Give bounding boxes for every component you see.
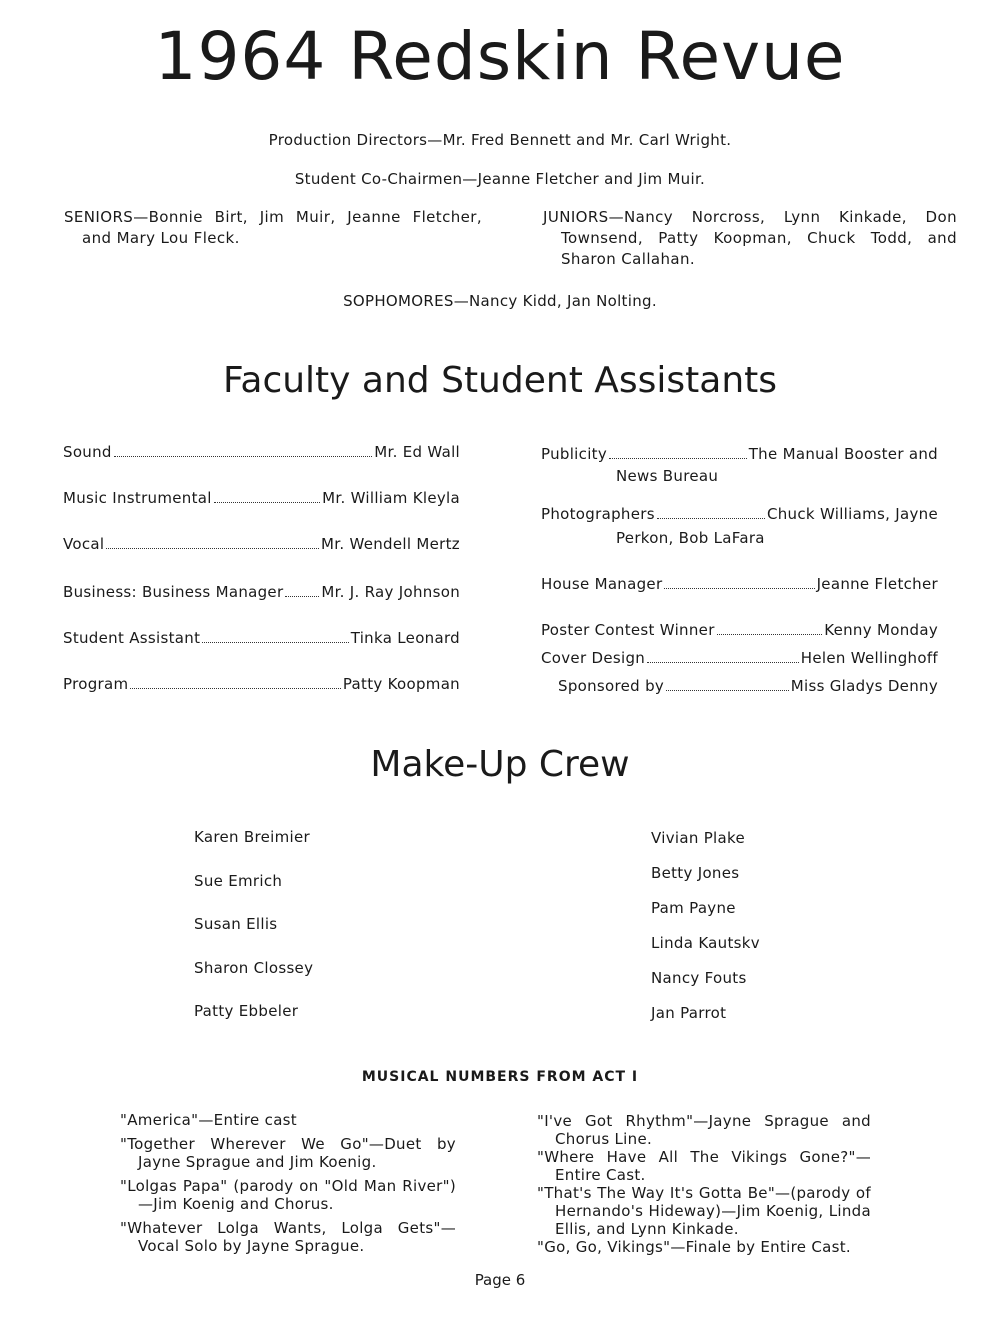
- assistant-role: Student Assistant: [63, 629, 201, 647]
- assistant-role: Poster Contest Winner: [541, 621, 715, 639]
- makeup-heading: Make-Up Crew: [370, 744, 630, 785]
- dot-leader: [664, 588, 814, 589]
- assistant-name-continued: Perkon, Bob LaFara: [616, 529, 765, 547]
- song-item: "Together Wherever We Go"—Duet by Jayne Sprague and Jim Koenig.: [120, 1135, 456, 1171]
- assistant-role: Business: Business Manager: [63, 583, 284, 601]
- dot-leader: [285, 596, 319, 597]
- assistant-row: [63, 675, 460, 693]
- assistant-name: Tinka Leonard: [350, 629, 460, 647]
- song-item: "I've Got Rhythm"—Jayne Sprague and Chorus Line.: [537, 1112, 871, 1148]
- assistant-row: [63, 489, 460, 507]
- dot-leader: [657, 518, 765, 519]
- page-number: Page 6: [474, 1271, 526, 1289]
- page-title: 1964 Redskin Revue: [154, 18, 846, 95]
- assistant-name: Mr. William Kleyla: [322, 489, 460, 507]
- assistant-name: Mr. Ed Wall: [374, 443, 460, 461]
- production-directors: Production Directors—Mr. Fred Bennett and Mr. Carl Wright.: [268, 131, 732, 149]
- assistant-role: Sound: [63, 443, 112, 461]
- assistant-row: [541, 621, 938, 639]
- dot-leader: [106, 548, 319, 549]
- crew-name: Pam Payne: [651, 899, 736, 917]
- crew-name: Betty Jones: [651, 864, 740, 882]
- seniors-committee: SENIORS—Bonnie Birt, Jim Muir, Jeanne Fletcher, and Mary Lou Fleck.: [64, 208, 482, 247]
- dot-leader: [609, 458, 747, 459]
- songs-right-column: [537, 1112, 871, 1256]
- song-item: "That's The Way It's Gotta Be"—(parody of Hernando's Hideway)—Jim Koenig, Linda Ellis, and Lynn Kinkade.: [537, 1184, 871, 1238]
- dot-leader: [130, 688, 340, 689]
- dot-leader: [647, 662, 799, 663]
- assistant-name: Mr. Wendell Mertz: [320, 535, 460, 553]
- assistant-name: Miss Gladys Denny: [790, 677, 938, 695]
- assistant-row: [63, 629, 460, 647]
- song-item: "Where Have All The Vikings Gone?"—Entire Cast.: [537, 1148, 871, 1184]
- song-item: "America"—Entire cast: [120, 1111, 297, 1129]
- song-item: "Lolgas Papa" (parody on "Old Man River") —Jim Koenig and Chorus.: [120, 1177, 456, 1213]
- assistant-name: Patty Koopman: [342, 675, 460, 693]
- assistant-row: [541, 649, 938, 667]
- assistant-role: Sponsored by: [558, 677, 665, 695]
- dot-leader: [717, 634, 823, 635]
- crew-name: Susan Ellis: [194, 915, 278, 933]
- assistant-name: Mr. J. Ray Johnson: [321, 583, 460, 601]
- assistants-heading: Faculty and Student Assistants: [222, 360, 778, 401]
- assistant-name-continued: News Bureau: [616, 467, 719, 485]
- assistant-row: [63, 583, 460, 601]
- assistant-role: Publicity: [541, 445, 608, 463]
- songs-left-column: [120, 1111, 456, 1261]
- assistant-row: [558, 677, 938, 695]
- assistant-role: Cover Design: [541, 649, 646, 667]
- assistant-role: Program: [63, 675, 129, 693]
- dot-leader: [214, 502, 320, 503]
- assistant-row: [63, 535, 460, 553]
- assistant-row: [541, 575, 938, 593]
- crew-name: Linda Kautskv: [651, 934, 760, 952]
- crew-name: Vivian Plake: [651, 829, 745, 847]
- dot-leader: [114, 456, 373, 457]
- juniors-committee: JUNIORS—Nancy Norcross, Lynn Kinkade, Don Townsend, Patty Koopman, Chuck Todd, and Sharon Callahan.: [543, 208, 957, 268]
- song-item: "Whatever Lolga Wants, Lolga Gets"— Vocal Solo by Jayne Sprague.: [120, 1219, 456, 1255]
- dot-leader: [202, 642, 348, 643]
- crew-name: Jan Parrot: [651, 1004, 727, 1022]
- assistant-name: Jeanne Fletcher: [816, 575, 938, 593]
- assistant-name: Kenny Monday: [824, 621, 938, 639]
- crew-name: Nancy Fouts: [651, 969, 747, 987]
- assistant-name: Chuck Williams, Jayne: [766, 505, 938, 523]
- assistant-row: [63, 443, 460, 461]
- assistant-role: Photographers: [541, 505, 655, 523]
- assistant-row: [541, 445, 938, 463]
- crew-name: Sue Emrich: [194, 872, 283, 890]
- assistant-name: The Manual Booster and: [748, 445, 938, 463]
- crew-name: Sharon Clossey: [194, 959, 314, 977]
- sophomores-committee: SOPHOMORES—Nancy Kidd, Jan Nolting.: [343, 292, 657, 310]
- crew-name: Patty Ebbeler: [194, 1002, 299, 1020]
- assistant-role: House Manager: [541, 575, 663, 593]
- dot-leader: [666, 690, 789, 691]
- assistant-role: Music Instrumental: [63, 489, 212, 507]
- assistant-row: [541, 505, 938, 523]
- song-item: "Go, Go, Vikings"—Finale by Entire Cast.: [537, 1238, 851, 1256]
- assistant-name: Helen Wellinghoff: [800, 649, 938, 667]
- crew-name: Karen Breimier: [194, 828, 311, 846]
- assistant-role: Vocal: [63, 535, 105, 553]
- musical-numbers-heading: MUSICAL NUMBERS FROM ACT I: [361, 1069, 639, 1085]
- co-chairmen: Student Co-Chairmen—Jeanne Fletcher and Jim Muir.: [294, 170, 706, 188]
